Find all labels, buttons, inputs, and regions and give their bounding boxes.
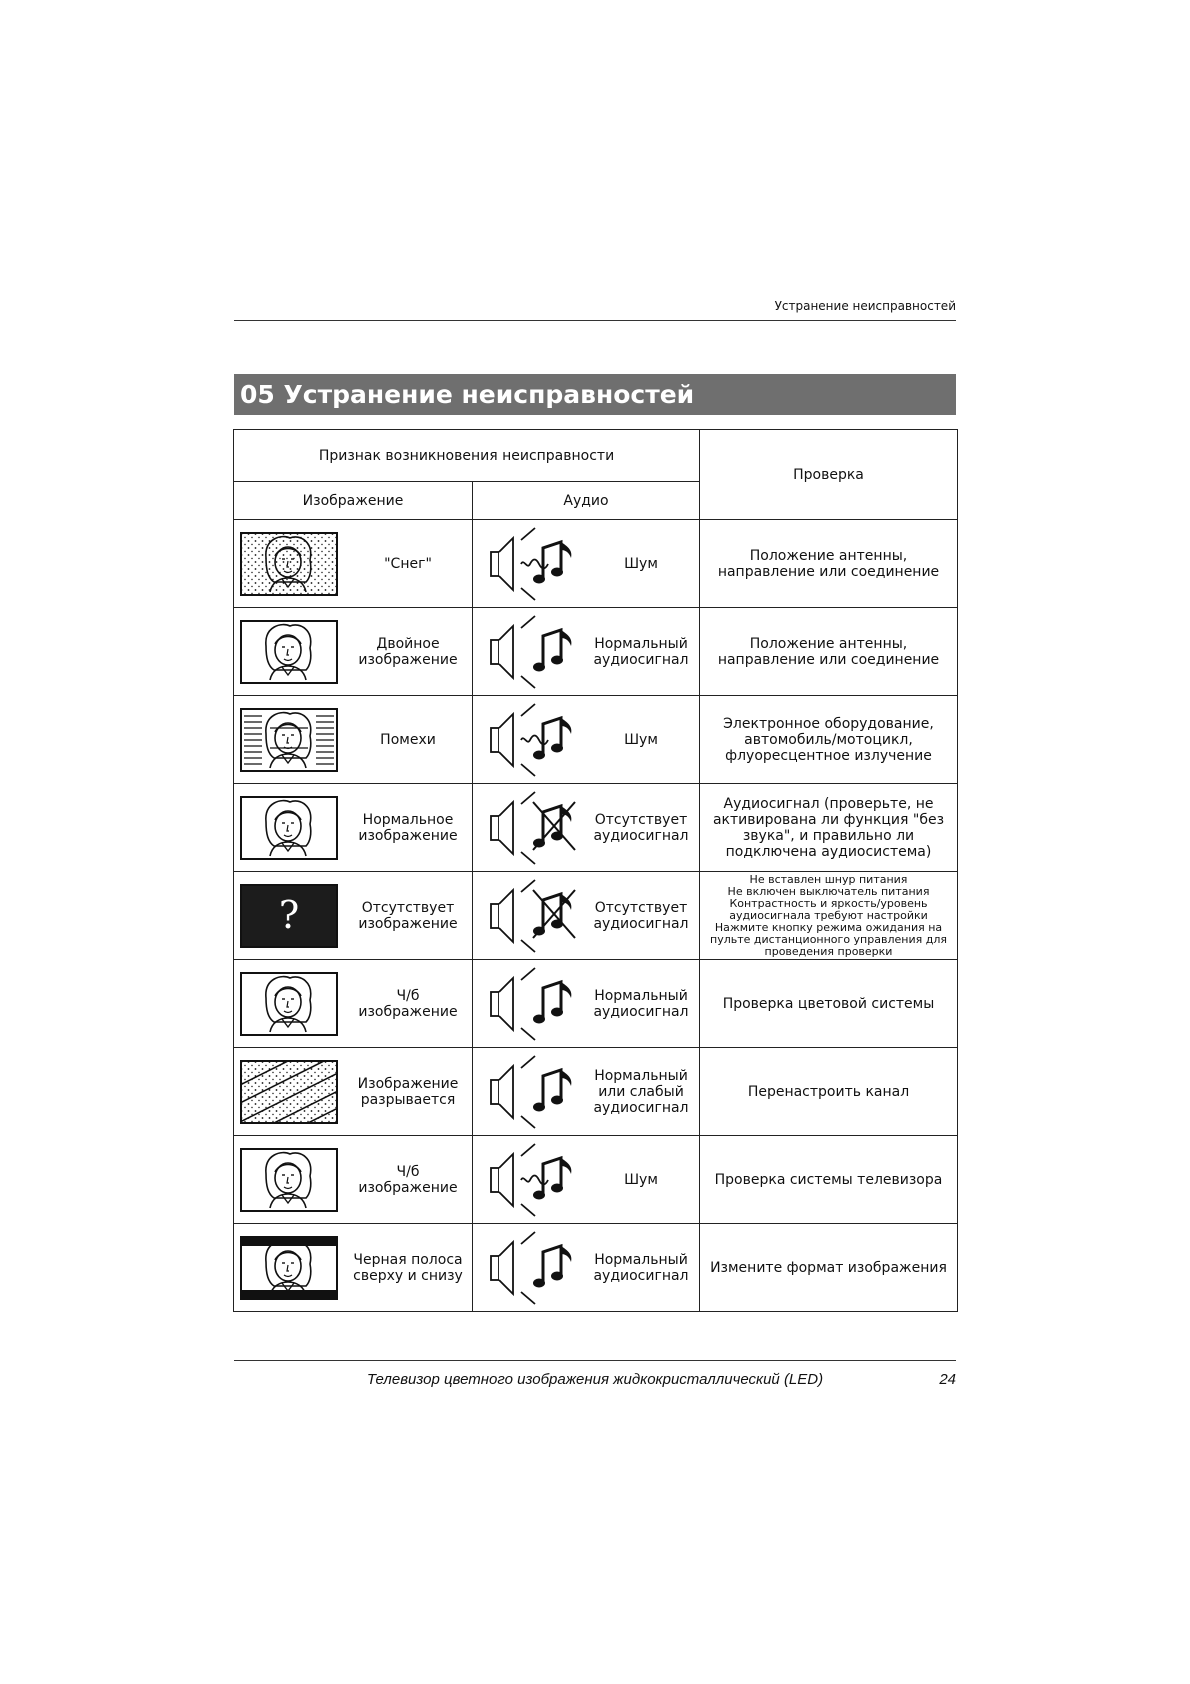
page-number: 24 (939, 1371, 956, 1388)
symptom-group-header: Признак возникновения неисправности (234, 430, 700, 482)
normal-picture (240, 972, 338, 1036)
broken-picture (240, 1060, 338, 1124)
troubleshooting-table (233, 429, 958, 1312)
check-column-header: Проверка (700, 430, 958, 520)
check-text: Электронное оборудование, автомобиль/мотоцикл, флуоресцентное излучение (700, 696, 958, 784)
audio-symptom: Отсутствует аудиосигнал (593, 899, 689, 932)
check-text: Измените формат изображения (700, 1224, 958, 1312)
image-symptom: Отсутствует изображение (358, 899, 458, 932)
audio-symptom: Нормальный аудиосигнал (593, 1251, 689, 1284)
check-text: Проверка системы телевизора (700, 1136, 958, 1224)
audio-symptom: Шум (624, 555, 658, 572)
check-line: Контрастность и яркость/уровень (729, 896, 928, 910)
image-symptom: Двойное изображение (358, 635, 458, 668)
table-row (234, 696, 958, 784)
table-row (234, 872, 958, 960)
muted-sound (475, 878, 581, 954)
noise-sound (475, 702, 581, 778)
normal-sound (475, 614, 581, 690)
audio-symptom: Шум (624, 731, 658, 748)
image-symptom: Нормальное изображение (358, 811, 458, 844)
check-text (700, 872, 958, 960)
noise-sound (475, 526, 581, 602)
image-symptom: Изображение разрывается (357, 1075, 459, 1108)
image-symptom: "Снег" (384, 555, 432, 572)
footer-rule (234, 1360, 956, 1361)
normal-sound (475, 1054, 581, 1130)
audio-symptom: Нормальный аудиосигнал (593, 635, 689, 668)
normal-sound (475, 1230, 581, 1306)
audio-symptom: Отсутствует аудиосигнал (593, 811, 689, 844)
check-line: Не вставлен шнур питания (749, 872, 908, 886)
audio-symptom: Нормальный или слабый аудиосигнал (593, 1067, 689, 1116)
table-row (234, 784, 958, 872)
check-text: Аудиосигнал (проверьте, не активирована ли функция "без звука", и правильно ли подключена аудиосистема) (700, 784, 958, 872)
normal-sound (475, 966, 581, 1042)
table-row (234, 1136, 958, 1224)
image-symptom: Помехи (380, 731, 436, 748)
question-mark-glyph: ? (278, 892, 300, 937)
table-row (234, 608, 958, 696)
audio-symptom: Нормальный аудиосигнал (593, 987, 689, 1020)
check-line: Нажмите кнопку режима ожидания на (714, 920, 943, 934)
image-column-header: Изображение (234, 482, 473, 520)
header-rule (234, 320, 956, 321)
section-title: 05 Устранение неисправностей (234, 374, 956, 415)
check-text: Проверка цветовой системы (700, 960, 958, 1048)
audio-column-header: Аудио (473, 482, 700, 520)
noise-sound (475, 1142, 581, 1218)
image-symptom: Ч/б изображение (358, 987, 458, 1020)
footer-title: Телевизор цветного изображения жидкокристаллический (LED) (366, 1371, 824, 1388)
letterbox-picture (240, 1236, 338, 1300)
muted-sound (475, 790, 581, 866)
image-symptom: Ч/б изображение (358, 1163, 458, 1196)
check-line: проведения проверки (764, 944, 893, 958)
table-row (234, 520, 958, 608)
audio-symptom: Шум (624, 1171, 658, 1188)
image-symptom: Черная полоса сверху и снизу (353, 1251, 463, 1284)
check-text: Перенастроить канал (700, 1048, 958, 1136)
no-picture (240, 884, 338, 948)
table-row (234, 960, 958, 1048)
snow-picture (240, 532, 338, 596)
table-row (234, 1048, 958, 1136)
table-row (234, 1224, 958, 1312)
running-header: Устранение неисправностей (774, 299, 956, 313)
interference-picture (240, 708, 338, 772)
check-text: Положение антенны, направление или соединение (700, 520, 958, 608)
check-line: пульте дистанционного управления для (710, 932, 947, 946)
normal-picture (240, 796, 338, 860)
check-text: Положение антенны, направление или соединение (700, 608, 958, 696)
check-line: Не включен выключатель питания (727, 884, 930, 898)
normal-picture (240, 620, 338, 684)
check-line: аудиосигнала требуют настройки (729, 908, 928, 922)
normal-picture (240, 1148, 338, 1212)
